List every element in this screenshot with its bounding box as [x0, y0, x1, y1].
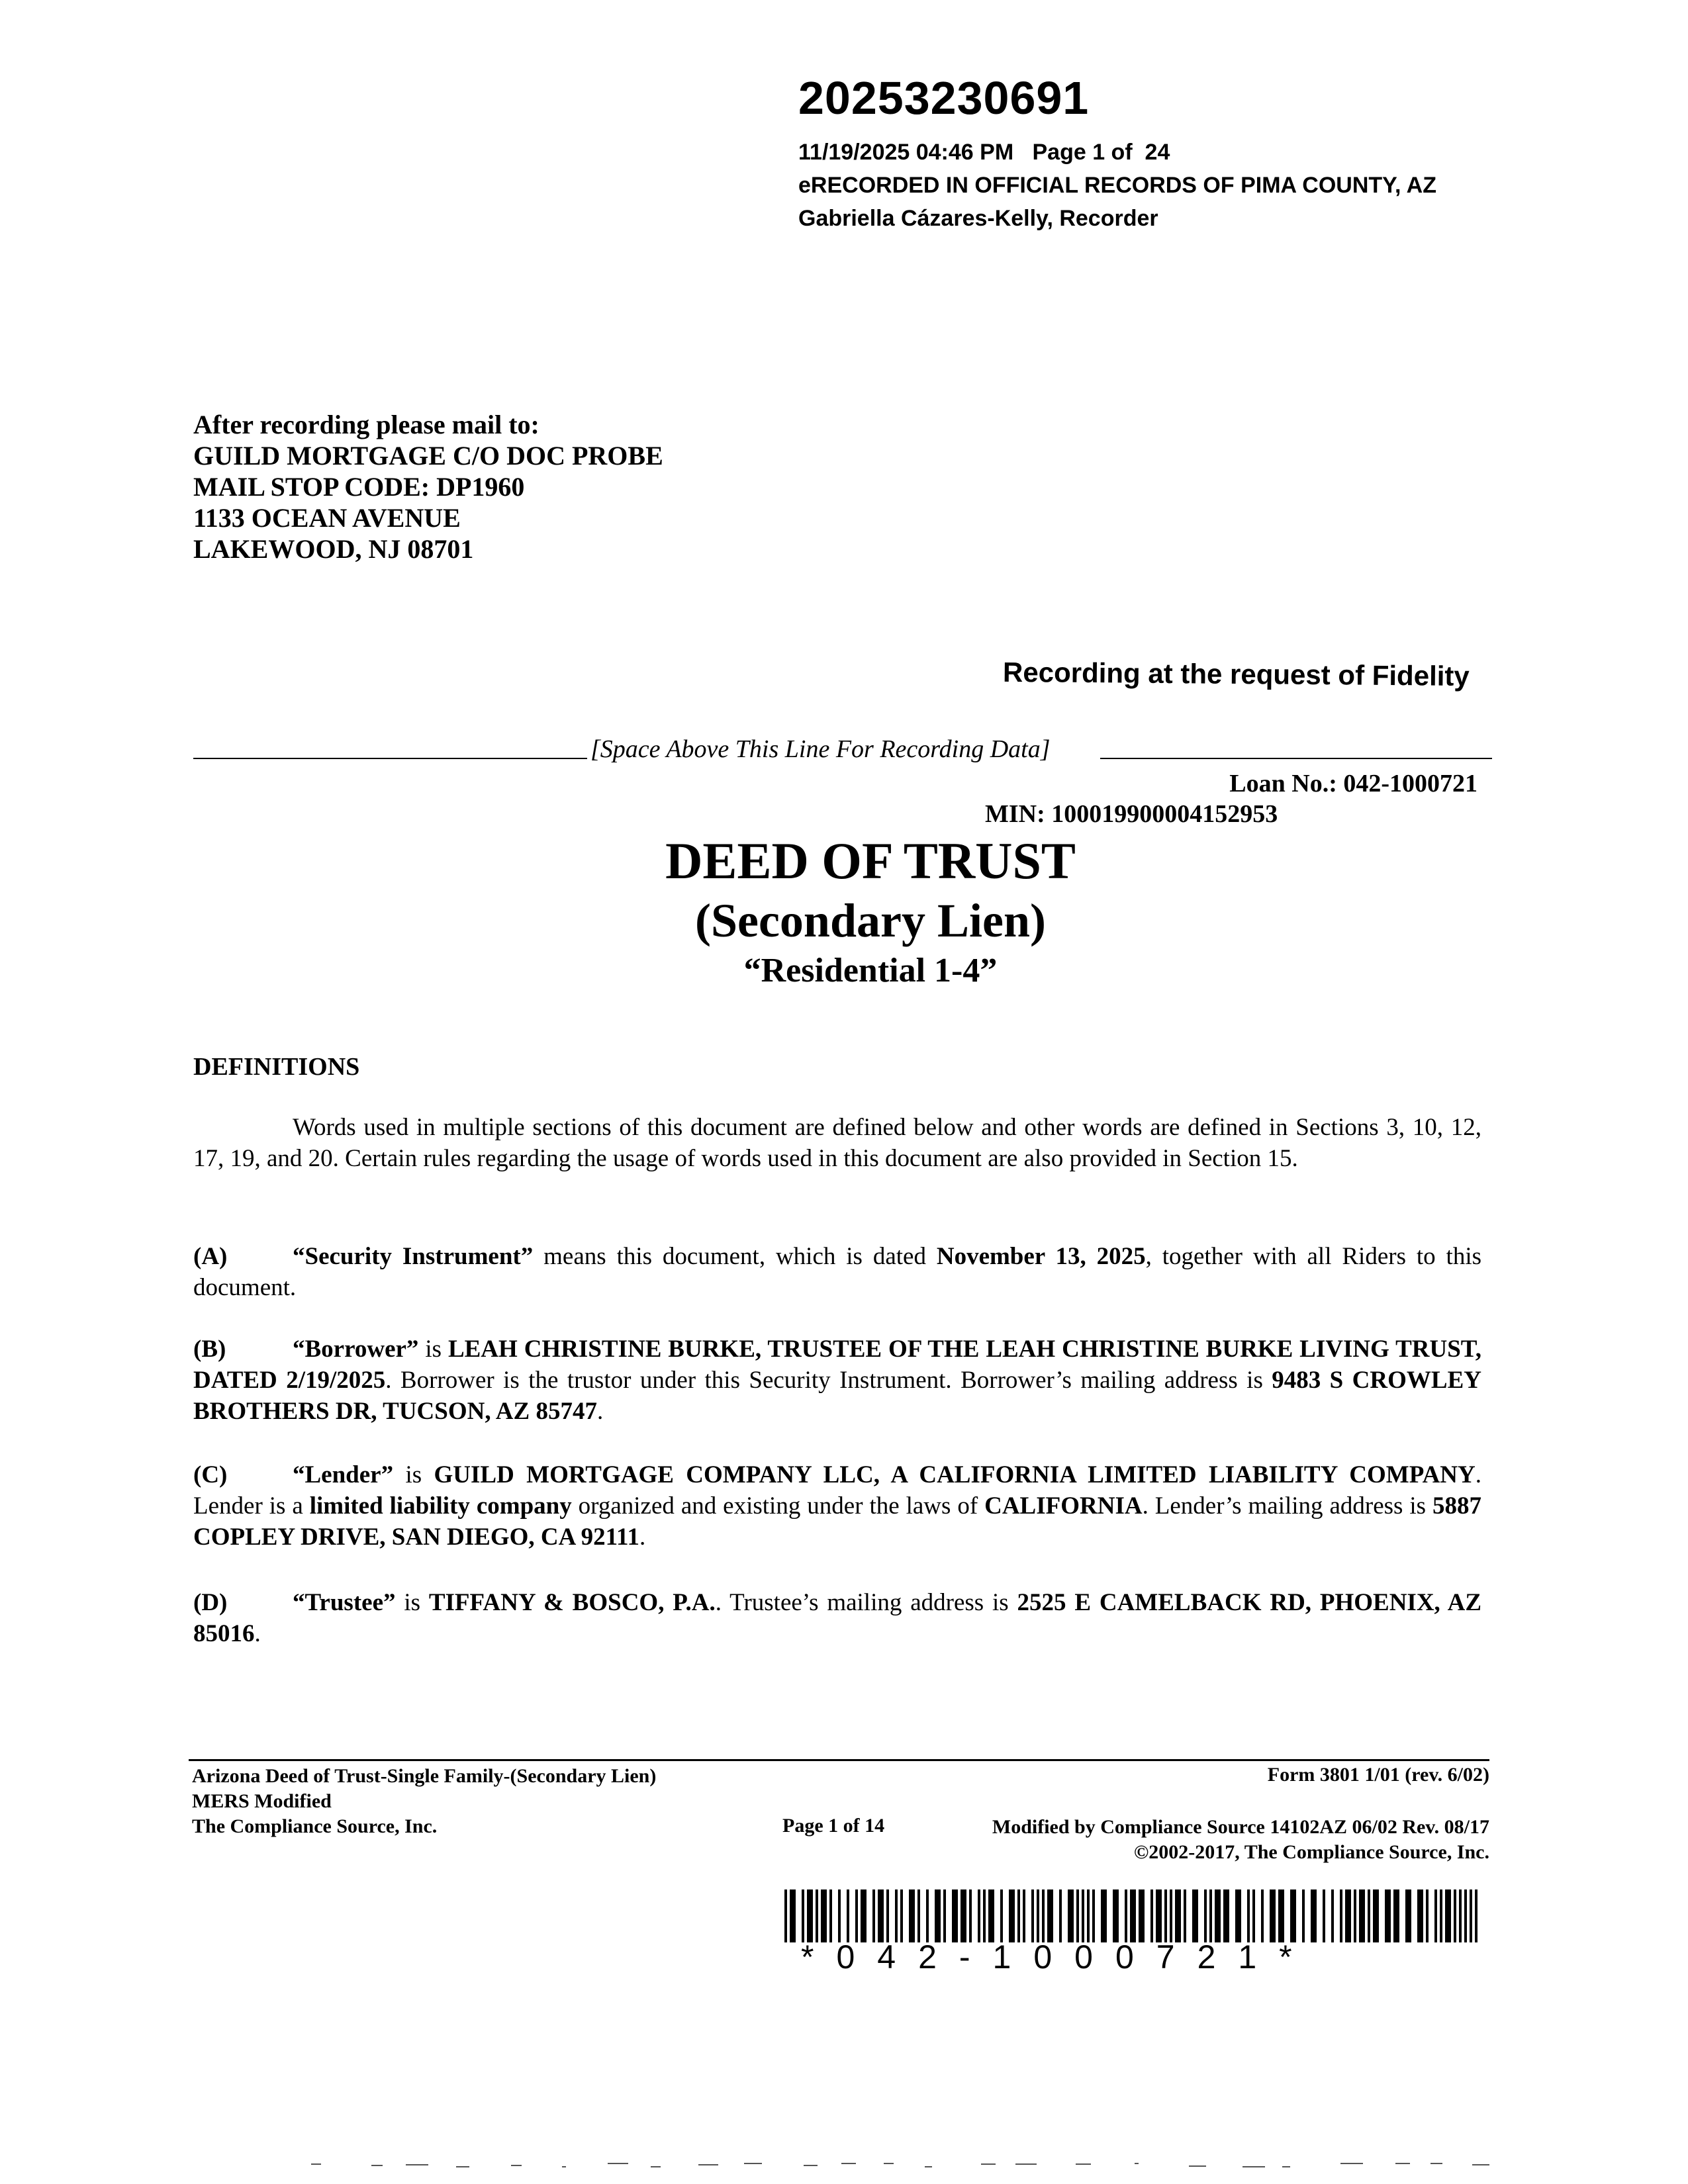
borrower-name: LEAH CHRISTINE BURKE, TRUSTEE OF THE LEAH CHRISTINE BURKE LIVING TRUST, DATED 2/19/2025	[193, 1336, 1481, 1394]
definition-text: .	[596, 1398, 604, 1425]
footer-divider	[189, 1759, 1489, 1761]
footer-modified-line: Modified by Compliance Source 14102AZ 06/02 Rev. 08/17	[992, 1816, 1489, 1838]
definition-text: . Borrower is the trustor under this Security Instrument. Borrower’s mailing address is	[385, 1367, 1272, 1394]
footer-form-info	[192, 1764, 656, 1839]
definition-text: .	[639, 1524, 646, 1551]
recorder-name: Gabriella Cázares-Kelly, Recorder	[798, 206, 1158, 231]
definition-text: is	[395, 1589, 429, 1616]
barcode-text: *042-1000721*	[801, 1938, 1315, 1976]
lender-entity-type: limited liability company	[309, 1492, 572, 1520]
footer-line: The Compliance Source, Inc.	[192, 1815, 438, 1837]
mail-to-heading: After recording please mail to:	[193, 410, 539, 439]
definition-d	[193, 1587, 1481, 1649]
mail-to-line: GUILD MORTGAGE C/O DOC PROBE	[193, 441, 663, 471]
footer-line: MERS Modified	[192, 1790, 332, 1812]
definitions-intro: Words used in multiple sections of this document are defined below and other words are defined in Sections 3, 10, 12, 17, 19, and 20. Certain rules regarding the usage of words used in this document are also provided in Section 15.	[193, 1114, 1481, 1172]
definition-label: (A)	[193, 1243, 228, 1270]
divider	[193, 758, 587, 759]
definition-c	[193, 1459, 1481, 1553]
definition-text: is	[393, 1461, 434, 1488]
definition-term: “Borrower”	[293, 1336, 419, 1363]
trustee-name: TIFFANY & BOSCO, P.A.	[428, 1589, 716, 1616]
footer-copyright: ©2002-2017, The Compliance Source, Inc.	[1133, 1841, 1489, 1863]
definition-text: . Lender’s mailing address is	[1142, 1492, 1433, 1520]
definition-text: . Trustee’s mailing address is	[715, 1589, 1017, 1616]
definition-label: (D)	[193, 1589, 228, 1616]
title-line-1: DEED OF TRUST	[665, 832, 1076, 889]
mail-to-line: 1133 OCEAN AVENUE	[193, 503, 461, 533]
borrower-address: 9483 S CROWLEY BROTHERS DR, TUCSON, AZ 85747	[193, 1367, 1481, 1425]
definition-a	[193, 1241, 1481, 1303]
scan-artifacts	[311, 2158, 1489, 2171]
document-title	[0, 831, 1688, 992]
recording-request: Recording at the request of Fidelity	[1003, 656, 1470, 692]
lender-state: CALIFORNIA	[984, 1492, 1143, 1520]
definition-term: “Trustee”	[293, 1589, 396, 1616]
definition-text: , together with all Riders to this document.	[193, 1243, 1481, 1301]
recording-office: eRECORDED IN OFFICIAL RECORDS OF PIMA COUNTY, AZ	[798, 173, 1437, 198]
definition-term: “Lender”	[293, 1461, 394, 1488]
definition-label: (B)	[193, 1336, 226, 1363]
title-line-2: (Secondary Lien)	[695, 894, 1046, 947]
loan-number: Loan No.: 042-1000721	[1229, 770, 1477, 797]
divider	[1100, 758, 1492, 759]
footer-modified	[992, 1815, 1489, 1865]
footer-form-number: Form 3801 1/01 (rev. 6/02)	[1267, 1764, 1489, 1786]
definition-text: means this document, which is dated	[533, 1243, 937, 1270]
definition-term: “Security Instrument”	[293, 1243, 534, 1270]
document-date: November 13, 2025	[936, 1243, 1146, 1270]
footer-line: Arizona Deed of Trust-Single Family-(Secondary Lien)	[192, 1765, 657, 1787]
mail-to-line: MAIL STOP CODE: DP1960	[193, 472, 525, 502]
lender-address: 5887 COPLEY DRIVE, SAN DIEGO, CA 92111	[193, 1492, 1482, 1551]
recording-stamp	[798, 136, 1436, 235]
definition-label: (C)	[193, 1461, 228, 1488]
min-number: MIN: 100019900004152953	[985, 800, 1278, 828]
definition-b	[193, 1334, 1481, 1427]
space-above-line-text: [Space Above This Line For Recording Data]	[590, 735, 1051, 763]
recording-number: 20253230691	[798, 72, 1090, 124]
recording-datetime-page: 11/19/2025 04:46 PM Page 1 of 24	[798, 140, 1170, 165]
space-above-line	[193, 735, 1497, 768]
definition-text: .	[254, 1620, 261, 1647]
barcode-icon	[784, 1889, 1479, 1942]
trustee-address: 2525 E CAMELBACK RD, PHOENIX, AZ 85016	[193, 1589, 1481, 1647]
definition-text: . Lender is a	[193, 1461, 1481, 1520]
definition-text: organized and existing under the laws of	[571, 1492, 985, 1520]
mail-to-block	[193, 409, 663, 565]
title-line-3: “Residential 1-4”	[743, 952, 998, 989]
lender-name: GUILD MORTGAGE COMPANY LLC, A CALIFORNIA LIMITED LIABILITY COMPANY	[434, 1461, 1476, 1488]
definitions-heading: DEFINITIONS	[193, 1053, 360, 1081]
mail-to-line: LAKEWOOD, NJ 08701	[193, 534, 474, 564]
definition-text: is	[418, 1336, 448, 1363]
page-number: Page 1 of 14	[782, 1815, 885, 1837]
